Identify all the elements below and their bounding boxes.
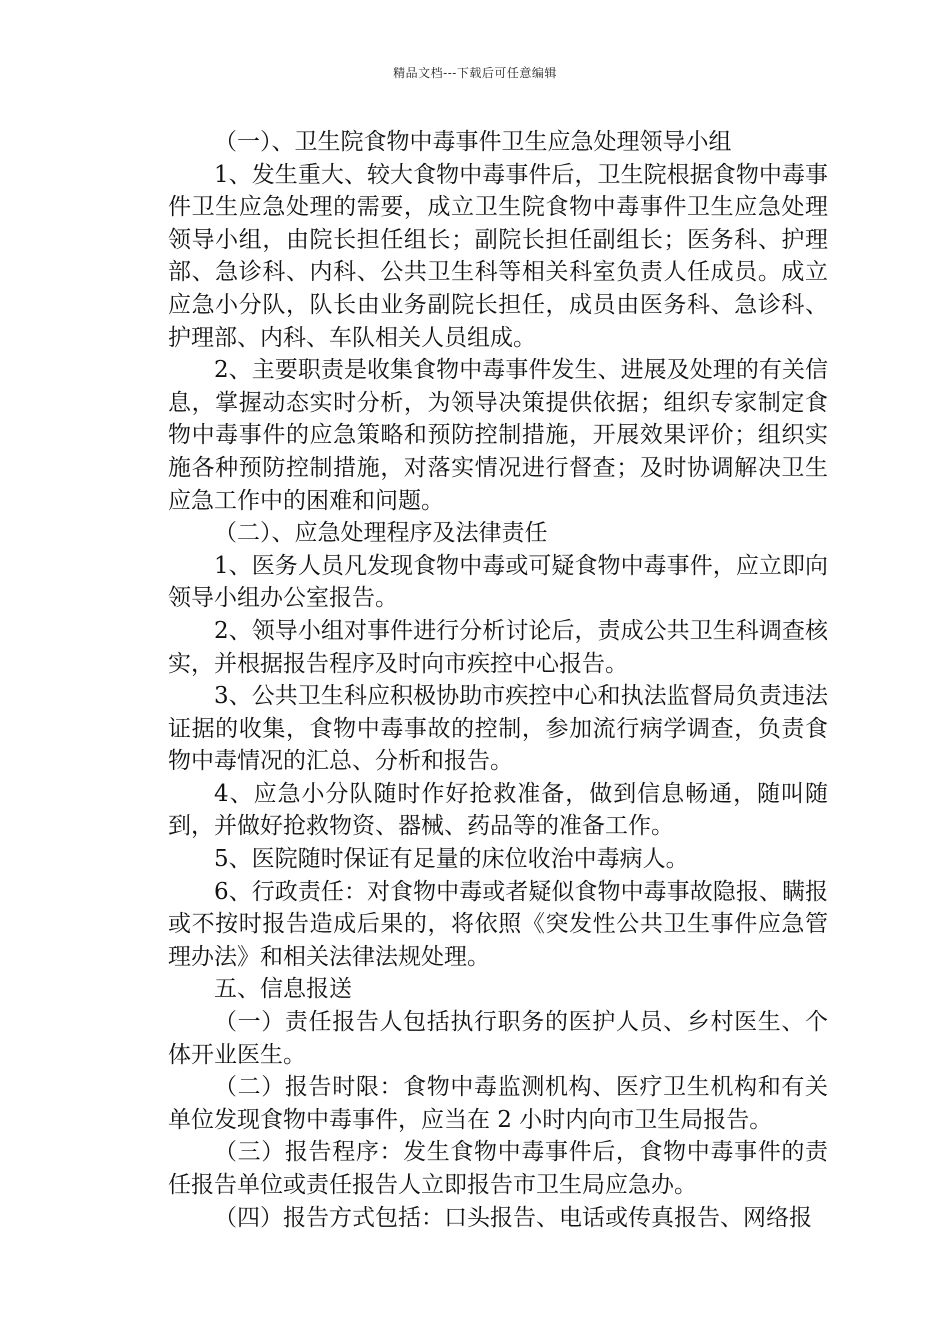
paragraph-info-report-item-1: （一）责任报告人包括执行职务的医护人员、乡村医生、个体开业医生。 bbox=[168, 1009, 828, 1068]
paragraph-procedure-item-1: 1、医务人员凡发现食物中毒或可疑食物中毒事件，应立即向领导小组办公室报告。 bbox=[168, 552, 828, 612]
paragraph-leading-group-item-2: 2、主要职责是收集食物中毒事件发生、进展及处理的有关信息，掌握动态实时分析，为领导决策提供依据；组织专家制定食物中毒事件的应急策略和预防控制措施，开展效果评价；组织实施各种预防控制措施，对落实情况进行督查；及时协调解决卫生应急工作中的困难和问题。 bbox=[168, 357, 828, 514]
paragraph-info-report-item-3: （三）报告程序：发生食物中毒事件后，食物中毒事件的责任报告单位或责任报告人立即报告市卫生局应急办。 bbox=[168, 1139, 828, 1198]
paragraph-procedure-item-3: 3、公共卫生科应积极协助市疾控中心和执法监督局负责违法证据的收集，食物中毒事故的控制，参加流行病学调查，负责食物中毒情况的汇总、分析和报告。 bbox=[168, 683, 828, 775]
section-heading-info-report: 五、信息报送 bbox=[214, 976, 352, 1003]
paragraph-info-report-item-2: （二）报告时限：食物中毒监测机构、医疗卫生机构和有关单位发现食物中毒事件，应当在 2 小时内向市卫生局报告。 bbox=[168, 1074, 828, 1133]
paragraph-leading-group-item-1: 1、发生重大、较大食物中毒事件后，卫生院根据食物中毒事件卫生应急处理的需要，成立卫生院食物中毒事件卫生应急处理领导小组，由院长担任组长；副院长担任副组长；医务科、护理部、急诊科、内科、公共卫生科等相关科室负责人任成员。成立应急小分队，队长由业务副院长担任，成员由医务科、急诊科、护理部、内科、车队相关人员组成。 bbox=[168, 161, 828, 351]
paragraph-procedure-item-5: 5、医院随时保证有足量的床位收治中毒病人。 bbox=[214, 846, 689, 873]
paragraph-procedure-item-2: 2、领导小组对事件进行分析讨论后，责成公共卫生科调查核实，并根据报告程序及时向市疾控中心报告。 bbox=[168, 617, 828, 677]
document-body bbox=[168, 126, 828, 1234]
page-header: 精品文档---下载后可任意编辑 bbox=[393, 66, 557, 80]
paragraph-procedure-item-4: 4、应急小分队随时作好抢救准备，做到信息畅通，随叫随到，并做好抢救物资、器械、药品等的准备工作。 bbox=[168, 780, 828, 840]
paragraph-procedure-item-6: 6、行政责任：对食物中毒或者疑似食物中毒事故隐报、瞒报或不按时报告造成后果的，将依照《突发性公共卫生事件应急管理办法》和相关法律法规处理。 bbox=[168, 878, 828, 970]
paragraph-info-report-item-4: （四）报告方式包括：口头报告、电话或传真报告、网络报 bbox=[214, 1204, 812, 1231]
section-heading-procedure: （二）、应急处理程序及法律责任 bbox=[214, 520, 548, 547]
section-heading-leading-group: （一）、卫生院食物中毒事件卫生应急处理领导小组 bbox=[214, 129, 732, 155]
